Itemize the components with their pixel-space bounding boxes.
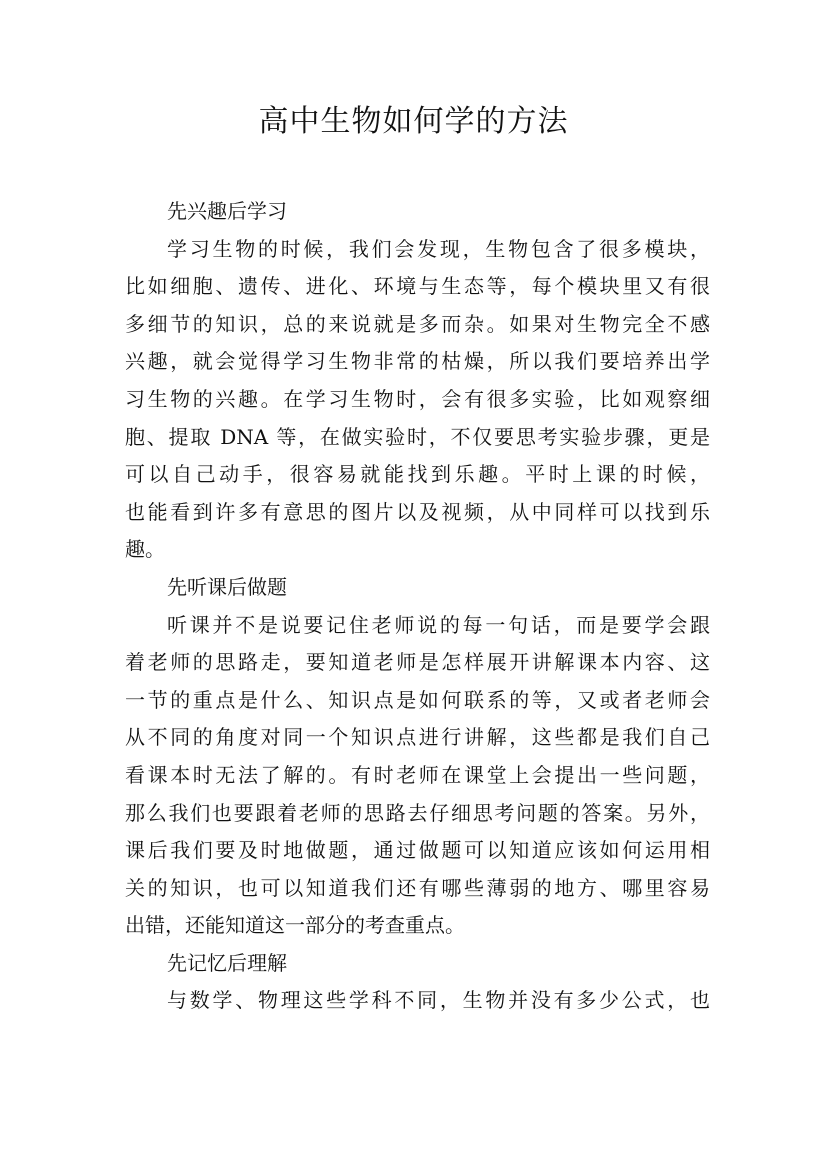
section-heading: 先兴趣后学习 xyxy=(167,199,287,223)
paragraph-line: 多细节的知识，总的来说就是多而杂。如果对生物完全不感 xyxy=(125,311,710,336)
paragraph-line: 那么我们也要跟着老师的思路去仔细思考问题的答案。另外， xyxy=(125,800,710,825)
paragraph-line: 学习生物的时候，我们会发现，生物包含了很多模块， xyxy=(167,236,710,261)
paragraph-line: 与数学、物理这些学科不同，生物并没有多少公式，也 xyxy=(167,988,710,1013)
paragraph-line: 关的知识，也可以知道我们还有哪些薄弱的地方、哪里容易 xyxy=(125,875,710,900)
paragraph-line: 着老师的思路走，要知道老师是怎样展开讲解课本内容、这 xyxy=(125,650,710,675)
document-title: 高中生物如何学的方法 xyxy=(258,104,569,139)
paragraph-line: 看课本时无法了解的。有时老师在课堂上会提出一些问题， xyxy=(125,762,710,787)
paragraph-line: 比如细胞、遗传、进化、环境与生态等，每个模块里又有很 xyxy=(125,274,710,299)
paragraph-line: 一节的重点是什么、知识点是如何联系的等，又或者老师会 xyxy=(125,687,710,712)
document-body xyxy=(125,193,710,1020)
paragraph-line: 可以自己动手，很容易就能找到乐趣。平时上课的时候， xyxy=(125,462,710,487)
paragraph-line: 听课并不是说要记住老师说的每一句话，而是要学会跟 xyxy=(167,612,710,637)
paragraph-line: 趣。 xyxy=(125,537,165,562)
paragraph-line: 胞、提取 DNA 等，在做实验时，不仅要思考实验步骤，更是 xyxy=(125,424,710,449)
paragraph-line: 出错，还能知道这一部分的考查重点。 xyxy=(125,913,465,938)
paragraph-line: 也能看到许多有意思的图片以及视频，从中同样可以找到乐 xyxy=(125,499,710,524)
paragraph-line: 兴趣，就会觉得学习生物非常的枯燥，所以我们要培养出学 xyxy=(125,349,710,374)
section-heading: 先听课后做题 xyxy=(167,574,287,599)
section-heading: 先记忆后理解 xyxy=(167,950,287,975)
paragraph-line: 从不同的角度对同一个知识点进行讲解，这些都是我们自己 xyxy=(125,725,710,750)
paragraph-line: 习生物的兴趣。在学习生物时，会有很多实验，比如观察细 xyxy=(125,386,710,411)
paragraph-line: 课后我们要及时地做题，通过做题可以知道应该如何运用相 xyxy=(125,838,710,863)
